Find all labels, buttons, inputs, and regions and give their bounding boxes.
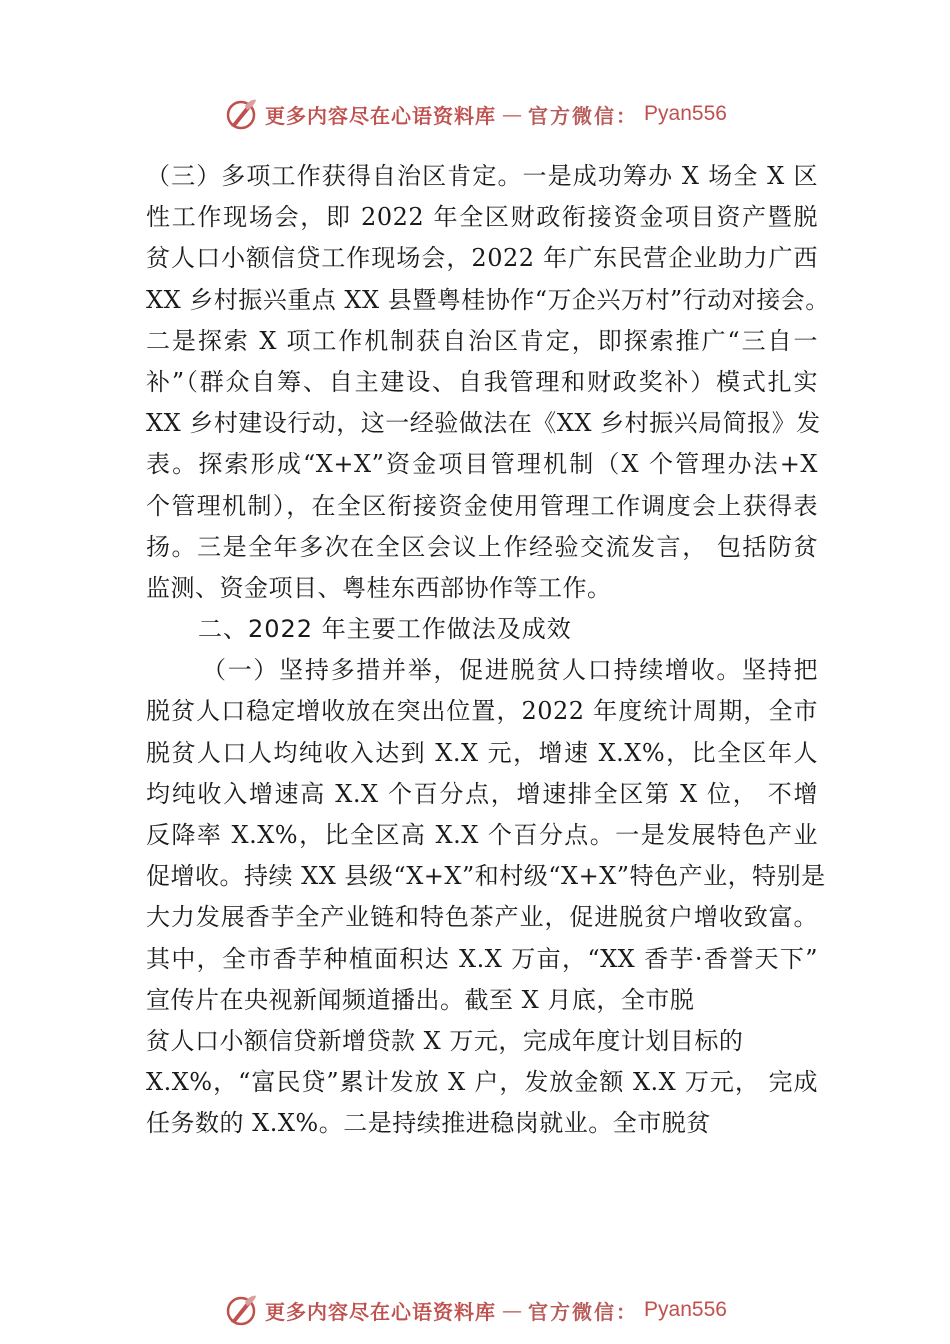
body-line: XX 乡村建设行动，这一经验做法在《XX 乡村振兴局简报》发	[146, 409, 821, 438]
banner-wechat-id: Pyan556	[644, 1298, 727, 1321]
quill-pen-logo-icon	[223, 96, 259, 132]
body-line: 反降率 X.X%，比全区高 X.X 个百分点。一是发展特色产业	[146, 821, 818, 849]
paragraph-first-line: （一）坚持多措并举，促进脱贫人口持续增收。坚持把	[202, 656, 818, 685]
header-banner	[0, 94, 950, 134]
body-line: 贫人口小额信贷新增贷款 X 万元，完成年度计划目标的	[146, 1026, 744, 1055]
banner-wechat-label: 官方微信：	[528, 103, 639, 128]
body-line: 个管理机制），在全区衔接资金使用管理工作调度会上获得表	[146, 491, 818, 520]
body-line: XX 乡村振兴重点 XX 县暨粤桂协作“万企兴万村”行动对接会。	[146, 285, 830, 314]
banner-brand-text: 更多内容尽在心语资料库	[265, 1299, 497, 1324]
body-line: 补”（群众自筹、自主建设、自我管理和财政奖补）模式扎实	[146, 367, 818, 396]
banner-wechat-label: 官方微信：	[528, 1299, 639, 1324]
body-line: 均纯收入增速高 X.X 个百分点，增速排全区第 X 位， 不增	[146, 779, 818, 808]
footer-banner	[0, 1290, 950, 1330]
body-line: 性工作现场会，即 2022 年全区财政衔接资金项目资产暨脱	[146, 203, 818, 232]
body-line: 任务数的 X.X%。二是持续推进稳岗就业。全市脱贫	[146, 1109, 711, 1138]
body-line: 宣传片在央视新闻频道播出。截至 X 月底，全市脱	[146, 985, 695, 1014]
quill-pen-logo-icon	[223, 1292, 259, 1328]
body-line: 大力发展香芋全产业链和特色茶产业，促进脱贫户增收致富。	[146, 903, 818, 932]
banner-brand-text: 更多内容尽在心语资料库	[265, 103, 497, 128]
body-line: 脱贫人口人均纯收入达到 X.X 元，增速 X.X%，比全区年人	[146, 738, 818, 767]
body-line: 扬。三是全年多次在全区会议上作经验交流发言， 包括防贫	[146, 532, 818, 561]
section-heading: 二、2022 年主要工作做法及成效	[198, 615, 572, 644]
body-line: X.X%，“富民贷”累计发放 X 户，发放金额 X.X 万元， 完成	[146, 1068, 818, 1097]
banner-separator: —	[502, 102, 523, 126]
body-line: 表。探索形成“X+X”资金项目管理机制（X 个管理办法+X	[146, 450, 818, 479]
banner-separator: —	[502, 1298, 523, 1322]
body-line: 促增收。持续 XX 县级“X+X”和村级“X+X”特色产业，特别是	[146, 862, 826, 891]
body-line: 其中，全市香芋种植面积达 X.X 万亩，“XX 香芋·香誉天下”	[146, 944, 818, 973]
document-body	[146, 156, 830, 1145]
body-line: 贫人口小额信贷工作现场会，2022 年广东民营企业助力广西	[146, 244, 818, 273]
body-line: （三）多项工作获得自治区肯定。一是成功筹办 X 场全 X 区	[146, 162, 818, 190]
body-line: 脱贫人口稳定增收放在突出位置，2022 年度统计周期，全市	[146, 697, 818, 726]
body-line: 监测、资金项目、粤桂东西部协作等工作。	[146, 573, 612, 602]
body-line: 二是探索 X 项工作机制获自治区肯定，即探索推广“三自一	[146, 326, 818, 355]
banner-wechat-id: Pyan556	[644, 102, 727, 125]
